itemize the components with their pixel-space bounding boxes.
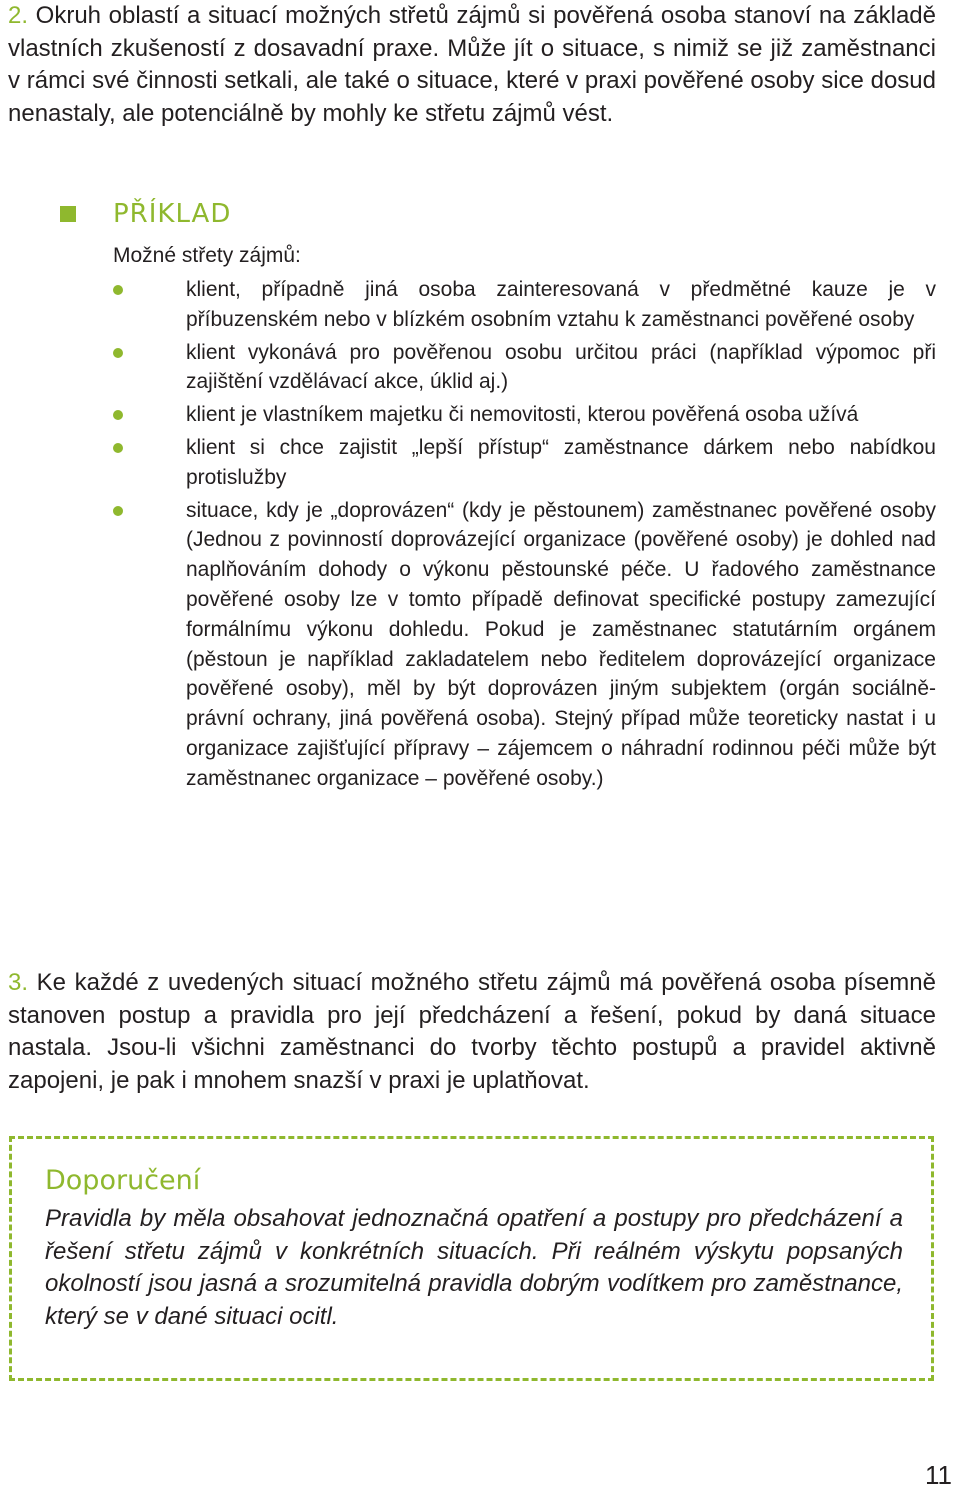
paragraph-number: 2. bbox=[8, 2, 29, 29]
paragraph-2 bbox=[8, 0, 936, 130]
list-item-text: klient si chce zajistit „lepší přístup“ zaměstnance dárkem nebo nabídkou protislužby bbox=[186, 435, 936, 489]
list-item-text: klient je vlastníkem majetku či nemovitosti, kterou pověřená osoba užívá bbox=[186, 403, 859, 427]
paragraph-number: 3. bbox=[8, 969, 29, 996]
list-item bbox=[113, 496, 936, 794]
recommendation-title: Doporučení bbox=[45, 1165, 201, 1196]
paragraph-3 bbox=[8, 967, 936, 1097]
list-item bbox=[113, 433, 936, 493]
list-item bbox=[113, 400, 936, 430]
paragraph-text: Okruh oblastí a situací možných střetů zájmů si pověřená osoba stanoví na základě vlastních zkušeností z dosavadní praxe. Může jít o situace, s nimiž se již zaměstnanci v rámci své činnosti setkali, ale také o situace, které v praxi pověřené osoby sice dosud nenastaly, ale potenciálně by mohly ke střetu zájmů vést. bbox=[8, 2, 936, 127]
bullet-dot-icon bbox=[113, 348, 123, 358]
square-bullet-icon bbox=[60, 206, 76, 222]
recommendation-text: Pravidla by měla obsahovat jednoznačná opatření a postupy pro předcházení a řešení střetu zájmů v konkrétních situacích. Při reálném výskytu popsaných okolností jsou jasná a srozumitelná pravidla dobrým vodítkem pro zaměstnance, který se v dané situaci ocitl. bbox=[45, 1205, 903, 1330]
bullet-dot-icon bbox=[113, 410, 123, 420]
list-item-text: klient, případně jiná osoba zainteresovaná v předmětné kauze je v příbuzenském nebo v blízkém osobním vztahu k zaměstnanci pověřené osoby bbox=[186, 278, 936, 331]
recommendation-box bbox=[9, 1136, 934, 1381]
list-item bbox=[113, 338, 936, 398]
example-list bbox=[113, 275, 936, 797]
bullet-dot-icon bbox=[113, 506, 123, 516]
example-title: PŘÍKLAD bbox=[113, 199, 232, 229]
list-item bbox=[113, 275, 936, 335]
example-intro: Možné střety zájmů: bbox=[113, 244, 301, 267]
page-number: 11 bbox=[925, 1460, 952, 1490]
list-item-text: situace, kdy je „doprovázen“ (kdy je pěstounem) zaměstnanec pověřené osoby (Jednou z povinností doprovázející organizace (pověřené osoby) je dohled nad naplňováním dohody o výkonu pěstounské péče. U řadového zaměstnance pověřené osoby lze v tomto případě definovat specifické postupy zamezující formálnímu výkonu dohledu. Pokud je zaměstnanec statutárním orgánem (pěstoun je například zakladatelem nebo ředitelem doprovázející organizace pověřené osoby), měl by být doprovázen jiným subjektem (orgán sociálně-právní ochrany, jiná pověřená osoba). Stejný případ může teoreticky nastat i u organizace zajišťující přípravy – zájemcem o náhradní rodinnou péči může být zaměstnanec organizace – pověřené osoby.) bbox=[186, 498, 936, 790]
paragraph-text: Ke každé z uvedených situací možného střetu zájmů má pověřená osoba písemně stanoven postup a pravidla pro její předcházení a řešení, pokud by daná situace nastala. Jsou-li všichni zaměstnanci do tvorby těchto postupů a pravidel aktivně zapojeni, je pak i mnohem snazší v praxi je uplatňovat. bbox=[8, 969, 936, 1094]
bullet-dot-icon bbox=[113, 285, 123, 295]
bullet-dot-icon bbox=[113, 443, 123, 453]
example-header bbox=[60, 194, 231, 234]
list-item-text: klient vykonává pro pověřenou osobu určitou práci (například výpomoc při zajištění vzdělávací akce, úklid aj.) bbox=[186, 340, 936, 394]
